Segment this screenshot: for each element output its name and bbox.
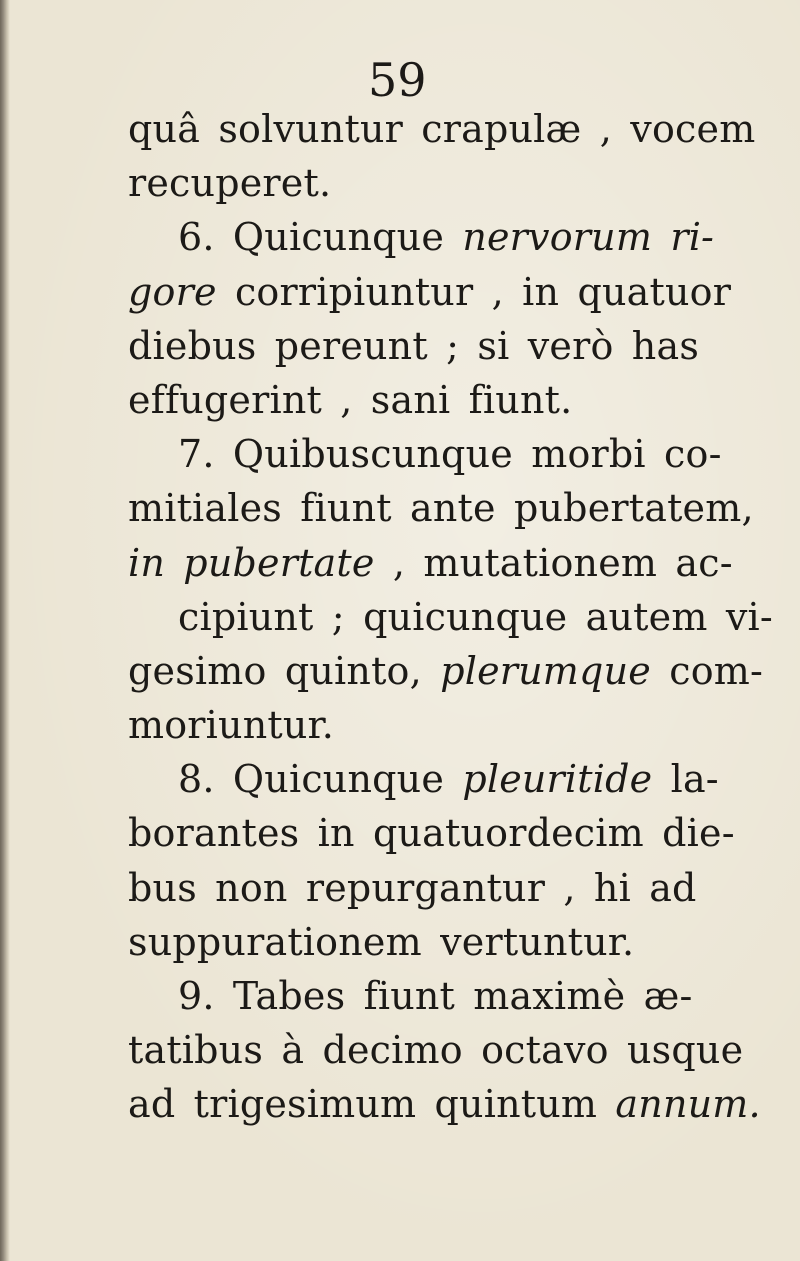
page-number: 59 <box>368 53 427 107</box>
text-line <box>128 373 768 427</box>
text-line <box>128 915 768 969</box>
text-line <box>128 861 768 915</box>
text-line <box>128 210 768 264</box>
text-line <box>128 1023 768 1077</box>
text-segment: effugerint , sani fiunt. <box>128 377 573 422</box>
text-line <box>128 319 768 373</box>
text-segment: cipiunt ; quicunque autem vi- <box>178 594 773 639</box>
text-segment: 7. Quibuscunque morbi co- <box>178 432 722 477</box>
text-segment: 9. Tabes fiunt maximè æ- <box>178 974 693 1018</box>
text-segment: corripiuntur , in quatuor <box>216 269 732 314</box>
text-line <box>128 644 768 698</box>
text-segment: bus non repurgantur , hi ad <box>128 865 697 910</box>
text-segment: gesimo quinto, <box>128 648 441 693</box>
text-line <box>128 156 768 210</box>
text-segment: la- <box>652 757 719 802</box>
text-line <box>128 427 768 481</box>
italic-phrase: in pubertate <box>128 540 375 585</box>
text-segment: , mutationem ac- <box>374 540 733 585</box>
text-segment: com- <box>650 648 764 693</box>
text-segment: moriuntur. <box>128 703 334 748</box>
text-segment: recuperet. <box>128 161 332 206</box>
text-segment: 8. Quicunque <box>178 757 463 802</box>
page-binding-edge <box>0 0 10 1261</box>
body-text <box>128 102 773 1132</box>
text-segment: suppurationem vertuntur. <box>128 919 635 964</box>
text-line <box>128 1077 768 1131</box>
text-line <box>128 752 768 806</box>
text-line <box>128 698 768 752</box>
text-line <box>128 969 768 1023</box>
text-line <box>128 481 768 535</box>
italic-phrase: nervorum ri- <box>462 215 715 260</box>
italic-phrase: pleuritide <box>462 757 653 802</box>
text-segment: diebus pereunt ; si verò has <box>128 323 700 368</box>
italic-phrase: gore <box>128 269 217 314</box>
italic-phrase: plerumque <box>440 648 651 693</box>
italic-phrase: annum. <box>615 1082 761 1127</box>
text-segment: mitiales fiunt ante pubertatem, <box>128 486 754 531</box>
text-line <box>128 536 768 590</box>
text-line <box>128 102 768 156</box>
text-line <box>128 265 768 319</box>
text-segment: tatibus à decimo octavo usque <box>128 1028 744 1073</box>
text-segment: borantes in quatuordecim die- <box>128 811 735 856</box>
text-line <box>128 806 768 860</box>
text-line <box>128 590 773 644</box>
text-segment: quâ solvuntur crapulæ , vocem <box>128 107 756 151</box>
text-segment: ad trigesimum quintum <box>128 1082 616 1127</box>
text-segment: 6. Quicunque <box>178 215 463 260</box>
